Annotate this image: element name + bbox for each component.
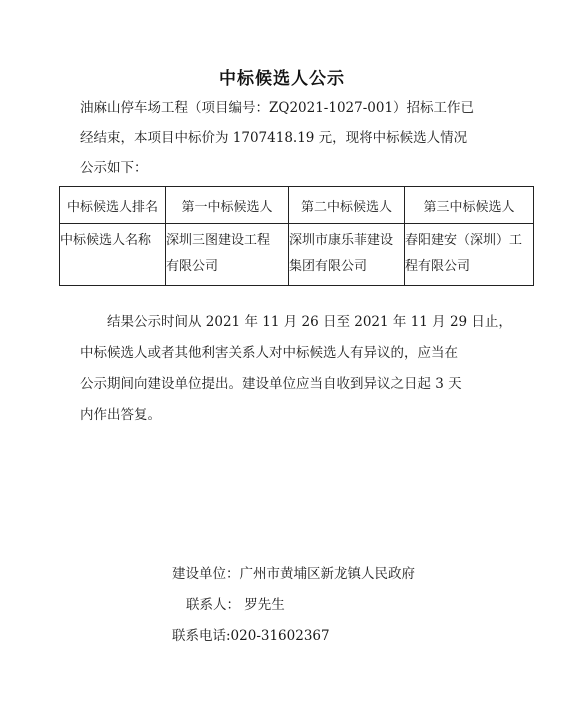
notice-line-2: 中标候选人或者其他利害关系人对中标候选人有异议的，应当在 — [80, 345, 458, 361]
contact-person: 联系人： 罗先生 — [186, 597, 285, 613]
intro-line-1: 油麻山停车场工程（项目编号：ZQ2021-1027-001）招标工作已 — [80, 100, 475, 116]
third-candidate-name-line2: 程有限公司 — [405, 259, 471, 274]
intro-line-2: 经结束，本项目中标价为 1707418.19 元，现将中标候选人情况 — [80, 130, 468, 146]
third-candidate-name-line1: 春阳建安（深圳）工 — [405, 233, 523, 248]
candidate-table — [59, 186, 534, 286]
second-candidate-name-line1: 深圳市康乐菲建设 — [289, 233, 394, 248]
header-second-candidate: 第二中标候选人 — [289, 187, 405, 224]
intro-line-3: 公示如下： — [80, 160, 148, 176]
notice-line-3: 公示期间向建设单位提出。建设单位应当自收到异议之日起 3 天 — [80, 376, 462, 392]
construction-unit: 建设单位：广州市黄埔区新龙镇人民政府 — [172, 566, 415, 582]
table-header-row — [60, 187, 534, 224]
row-name-label-text: 中标候选人名称 — [60, 233, 152, 248]
contact-phone: 联系电话:020-31602367 — [172, 628, 330, 644]
header-third-candidate: 第三中标候选人 — [405, 187, 534, 224]
row-name-label — [60, 224, 166, 286]
page-title: 中标候选人公示 — [219, 69, 345, 89]
header-rank-label: 中标候选人排名 — [60, 187, 166, 224]
notice-line-1: 结果公示时间从 2021 年 11 月 26 日至 2021 年 11 月 29 日止， — [107, 314, 512, 330]
first-candidate-name-line2: 有限公司 — [166, 259, 219, 274]
first-candidate-name — [166, 224, 289, 286]
second-candidate-name-line2: 集团有限公司 — [289, 259, 368, 274]
notice-line-4: 内作出答复。 — [80, 407, 161, 423]
table-row — [60, 224, 534, 286]
third-candidate-name — [405, 224, 534, 286]
first-candidate-name-line1: 深圳三图建设工程 — [166, 233, 271, 248]
header-first-candidate: 第一中标候选人 — [166, 187, 289, 224]
second-candidate-name — [289, 224, 405, 286]
